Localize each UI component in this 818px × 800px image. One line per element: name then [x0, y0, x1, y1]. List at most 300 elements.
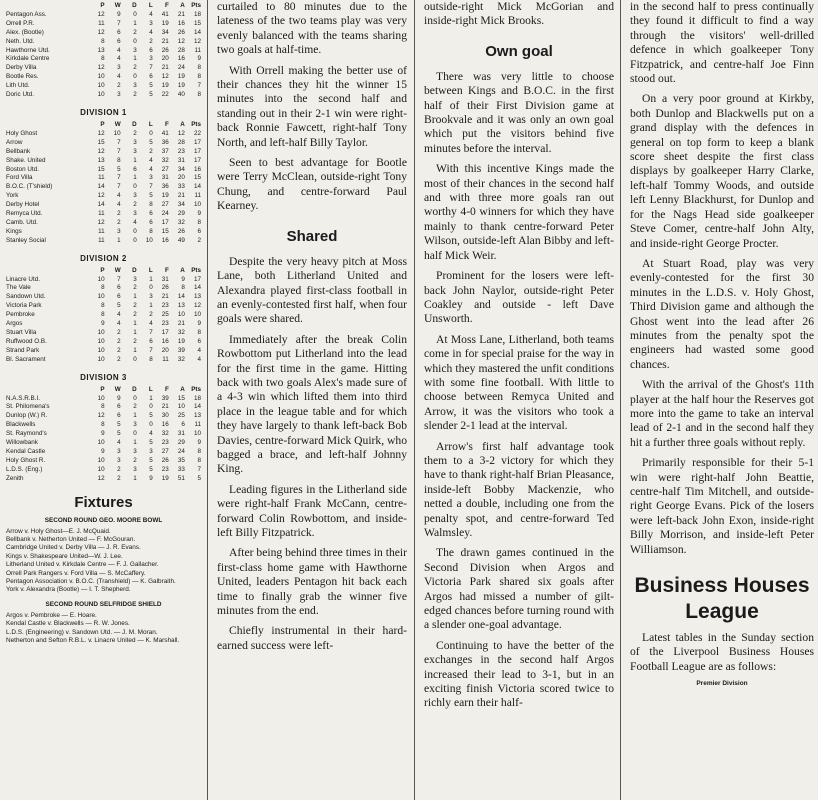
team-cell [6, 386, 89, 395]
team-cell: Remyca Utd. [6, 210, 43, 218]
table-header-row [6, 2, 201, 11]
stat-cell: F [164, 266, 169, 274]
team-cell: Victoria Park [6, 302, 42, 310]
paragraph: The drawn games continued in the Second Division when Argos and Victoria Park shared six goals after Argos had missed a number of gilt-edged chances before turning round with a slender one-goal advantage. [424, 546, 614, 632]
stat-cell: 0 [133, 355, 137, 363]
stat-cell: 21 [177, 192, 185, 200]
stat-cell: Pts [191, 385, 201, 393]
column-report-4 [624, 0, 818, 800]
table-row [6, 11, 201, 20]
stat-cell: 11 [98, 236, 105, 244]
stat-cell: A [180, 385, 185, 393]
stat-cell: Pts [191, 120, 201, 128]
stat-cell: 12 [97, 412, 105, 420]
paragraph: Despite the very heavy pitch at Moss Lane, both Litherland United and Alexandra played first-class football in an evenly-contested first half, when four goals were shared. [217, 254, 407, 326]
paragraph: With this incentive Kings made the most of their chances in the second half and with three more goals ran out worthy 4-0 winners for which they have mainly to thank centre-forward Peter Wilson, outside-left Alan Bibby and left-half Mick Weir. [424, 162, 614, 262]
stat-cell: 25 [161, 311, 169, 319]
team-cell: Bellbank [6, 147, 31, 155]
table-row [6, 457, 201, 466]
stat-cell: 8 [197, 64, 201, 72]
table-header-row [6, 121, 201, 130]
table-row [6, 219, 201, 228]
team-cell: Pentagon Ass. [6, 10, 47, 18]
paragraph: At Moss Lane, Litherland, both teams come in for special praise for the way in which they mastered the unfit conditions with some fine football. With little to choose between Remyca United and Arrow, it was the visitors who took a slender 2-1 lead at the interval. [424, 332, 614, 433]
table-row [6, 91, 201, 100]
stat-cell: 19 [177, 82, 185, 90]
stat-cell: 23 [161, 320, 169, 328]
stat-cell: 12 [193, 37, 201, 45]
team-cell: Orrell P.R. [6, 19, 35, 27]
stat-cell: 0 [133, 73, 137, 81]
stat-cell: 14 [193, 284, 201, 292]
division-3-heading: DIVISION 3 [80, 372, 127, 382]
stat-cell: Pts [191, 266, 201, 274]
stat-cell: 10 [97, 82, 105, 90]
team-cell: Linacre Utd. [6, 275, 40, 283]
stat-cell: 23 [161, 302, 169, 310]
paragraph: Leading figures in the Litherland side were right-half Frank McCann, centre-forward Colin Rowbottom, and inside-left Billy Fitzpatrick. [217, 482, 407, 539]
stat-cell: 1 [133, 174, 137, 182]
stat-cell: W [114, 120, 121, 128]
stat-cell: 2 [133, 403, 137, 411]
stat-cell: 10 [97, 439, 105, 447]
stat-cell: 14 [193, 28, 201, 36]
team-cell: Holy Ghost [6, 129, 38, 137]
stat-cell: 2 [133, 302, 137, 310]
stat-cell: 16 [161, 421, 169, 429]
stat-cell: 2 [133, 91, 137, 99]
stat-cell: D [132, 120, 137, 128]
stat-cell: 0 [133, 394, 137, 402]
table-row [6, 284, 201, 293]
stat-cell: 19 [177, 73, 185, 81]
stat-cell: 13 [97, 156, 105, 164]
stat-cell: 34 [177, 201, 185, 209]
fixture-item: Cambridge United v. Derby Villa — J. R. Evans. [6, 544, 141, 552]
stat-cell: 9 [101, 320, 105, 328]
table-row [6, 276, 201, 285]
stat-cell: 2 [117, 82, 121, 90]
stat-cell: 17 [193, 147, 201, 155]
team-cell: Derby Villa [6, 64, 37, 72]
table-row [6, 183, 201, 192]
team-cell: Hawthorne Utd. [6, 46, 50, 54]
table-row [6, 29, 201, 38]
table-row [6, 356, 201, 365]
stat-cell: 23 [161, 439, 169, 447]
stat-cell: 6 [133, 165, 137, 173]
stat-cell: 1 [133, 329, 137, 336]
fixtures-round-2-list [6, 612, 201, 646]
stat-cell: L [148, 266, 153, 274]
stat-cell: 3 [149, 293, 153, 301]
stat-cell: 4 [117, 320, 121, 328]
stat-cell: 10 [145, 236, 153, 244]
team-cell: Pembroke [6, 311, 35, 319]
stat-cell: 8 [101, 55, 105, 63]
paragraph: curtailed to 80 minutes due to the lateness of the two teams play was very evenly balanced with the teams sharing two goals at half-time. [217, 0, 407, 57]
stat-cell: 6 [117, 28, 121, 36]
stat-cell: 19 [177, 337, 185, 345]
stat-cell: 2 [149, 147, 153, 155]
stat-cell: 2 [133, 284, 137, 292]
stat-cell: 27 [161, 201, 169, 209]
division-1-heading: DIVISION 1 [80, 107, 127, 117]
table-row [6, 55, 201, 64]
stat-cell: 28 [177, 138, 185, 146]
stat-cell: 1 [149, 302, 153, 310]
stat-cell: 6 [197, 337, 201, 345]
stat-cell: 6 [149, 210, 153, 218]
stat-cell: 32 [177, 355, 185, 363]
fixture-item: York v. Alexandra (Bootle) — I. T. Shepherd. [6, 586, 131, 594]
stat-cell: 12 [97, 28, 105, 36]
stat-cell: 18 [193, 394, 201, 402]
stat-cell: 6 [149, 46, 153, 54]
stat-cell: 19 [161, 82, 169, 90]
stat-cell: 6 [149, 73, 153, 81]
stat-cell: 6 [117, 284, 121, 292]
stat-cell: 9 [101, 430, 105, 438]
table-row [6, 302, 201, 311]
column-rule [207, 0, 208, 800]
stat-cell: 5 [149, 82, 153, 90]
fixture-item: Kendal Castle v. Blackwells — R. W. Jones. [6, 620, 130, 628]
table-row [6, 347, 201, 356]
stat-cell: 10 [97, 337, 105, 345]
stat-cell: D [132, 385, 137, 393]
table-row [6, 38, 201, 47]
stat-cell: A [180, 120, 185, 128]
stat-cell: 31 [161, 275, 169, 283]
table-row [6, 430, 201, 439]
team-cell: Ruffwood O.B. [6, 337, 47, 345]
stat-cell: 10 [97, 91, 105, 99]
fixture-item: Kings v. Shakespeare United—W. J. Lee. [6, 552, 123, 560]
stat-cell: 4 [117, 73, 121, 81]
stat-cell: 28 [177, 46, 185, 54]
stat-cell: 7 [149, 329, 153, 336]
stat-cell: 26 [161, 456, 169, 464]
stat-cell: 6 [117, 403, 121, 411]
stat-cell: 1 [149, 275, 153, 283]
stat-cell: 1 [149, 394, 153, 402]
stat-cell: 8 [197, 456, 201, 464]
stat-cell: 6 [181, 421, 185, 429]
stat-cell: 27 [161, 165, 169, 173]
table-row [6, 421, 201, 430]
stat-cell: 26 [161, 46, 169, 54]
stat-cell: A [180, 266, 185, 274]
stat-cell: 5 [117, 430, 121, 438]
stat-cell: 10 [193, 201, 201, 209]
stat-cell: W [114, 2, 121, 9]
stat-cell: 32 [177, 218, 185, 226]
stat-cell: 3 [117, 64, 121, 72]
stat-cell: 8 [117, 156, 121, 164]
team-cell: Camb. Utd. [6, 218, 38, 226]
stat-cell: 1 [117, 236, 121, 244]
stat-cell: 4 [149, 10, 153, 18]
stat-cell: 24 [177, 64, 185, 72]
stat-cell: 21 [177, 320, 185, 328]
fixture-item: Pentagon Association v. B.O.C. (Transhield) — K. Galbraith. [6, 578, 176, 586]
team-cell: Boston Utd. [6, 165, 39, 173]
stat-cell: 2 [133, 311, 137, 319]
paragraph: With Orrell making the better use of their chances they hit the winner 15 minutes into the second half and standing out in their 2-1 win were right-back Ronnie Fawcett, right-half Tony North, and left-half Billy Taylor. [217, 63, 407, 149]
team-cell: B.O.C. (T'shield) [6, 183, 53, 191]
stat-cell: 3 [133, 275, 137, 283]
stat-cell: 3 [117, 447, 121, 455]
table-row [6, 338, 201, 347]
stat-cell: 3 [149, 55, 153, 63]
stat-cell: 10 [177, 311, 185, 319]
stat-cell: 2 [149, 37, 153, 45]
stat-cell: L [148, 120, 153, 128]
stat-cell: 29 [177, 439, 185, 447]
stat-cell: 11 [194, 192, 201, 200]
stat-cell: F [164, 385, 169, 393]
fixtures-round-2-heading: SECOND ROUND SELFRIDGE SHIELD [45, 600, 162, 608]
team-cell: York [6, 192, 19, 200]
division-2-heading: DIVISION 2 [80, 253, 127, 263]
stat-cell: 10 [97, 456, 105, 464]
team-cell: Willowbank [6, 439, 38, 447]
stat-cell: 2 [117, 474, 121, 482]
stat-cell: 7 [197, 465, 201, 473]
stat-cell: 5 [117, 302, 121, 310]
stat-cell: 0 [133, 227, 137, 235]
stat-cell: 37 [161, 147, 169, 155]
table-row [6, 210, 201, 219]
team-cell: The Vale [6, 284, 31, 292]
stat-cell: 7 [149, 346, 153, 354]
stat-cell: 4 [117, 55, 121, 63]
stat-cell: 3 [133, 421, 137, 429]
team-cell: Blackwells [6, 421, 36, 429]
paragraph: With the arrival of the Ghost's 11th player at the half hour the Reserves got more into the game to take an interval lead of 2-1 and in the second half they hit a further three goals without reply. [630, 378, 814, 449]
stat-cell: 34 [177, 165, 185, 173]
stat-cell: 3 [117, 456, 121, 464]
stat-cell: 14 [97, 183, 105, 191]
stat-cell: 20 [161, 346, 169, 354]
table-row [6, 157, 201, 166]
table-row [6, 201, 201, 210]
league-table-division-1 [6, 121, 201, 246]
stat-cell: 23 [161, 465, 169, 473]
stat-cell: 15 [193, 19, 201, 27]
stat-cell: 10 [97, 275, 105, 283]
stat-cell: P [100, 385, 105, 393]
stat-cell: 3 [133, 192, 137, 200]
league-table-division-3 [6, 386, 201, 484]
stat-cell: 10 [97, 394, 105, 402]
stat-cell: 33 [177, 465, 185, 473]
fixture-item: Orrell Park Rangers v. Ford Villa — S. McCaffery. [6, 569, 146, 577]
stat-cell: 1 [133, 320, 137, 328]
stat-cell: 15 [97, 138, 105, 146]
stat-cell: 15 [161, 227, 169, 235]
stat-cell: F [164, 120, 169, 128]
stat-cell: 21 [161, 293, 169, 301]
stat-cell: 2 [117, 218, 121, 226]
table-row [6, 228, 201, 237]
stat-cell: 39 [177, 346, 185, 354]
league-table-division-2 [6, 267, 201, 365]
stat-cell: 36 [161, 183, 169, 191]
section-heading-own-goal: Own goal [485, 42, 553, 60]
stat-cell: 11 [98, 19, 105, 27]
stat-cell: 0 [133, 236, 137, 244]
stat-cell: 2 [197, 236, 201, 244]
team-cell: Bl. Sacrament [6, 355, 46, 363]
stat-cell: 21 [161, 37, 169, 45]
table-row [6, 448, 201, 457]
stat-cell: 16 [161, 236, 169, 244]
stat-cell: 9 [181, 275, 185, 283]
stat-cell: 6 [117, 293, 121, 301]
table-row [6, 73, 201, 82]
stat-cell: 25 [177, 412, 185, 420]
subheading-premier-division: Premier Division [696, 680, 748, 688]
team-cell: Kirkdale Centre [6, 55, 50, 63]
team-cell: Argos [6, 320, 23, 328]
stat-cell: 9 [197, 439, 201, 447]
stat-cell: 12 [97, 218, 105, 226]
team-cell [6, 267, 89, 276]
stat-cell: F [164, 2, 169, 9]
stat-cell: 8 [101, 421, 105, 429]
paragraph: Continuing to have the better of the exchanges in the second half Argos increased their lead to 3-1, but in an exciting finish Victoria scored twice to richly earn their half- [424, 638, 614, 710]
stat-cell: 22 [193, 129, 201, 137]
table-row [6, 311, 201, 320]
stat-cell: L [148, 385, 153, 393]
stat-cell: 8 [101, 302, 105, 310]
stat-cell: 8 [101, 311, 105, 319]
stat-cell: 7 [149, 183, 153, 191]
table-row [6, 47, 201, 56]
stat-cell: 6 [117, 37, 121, 45]
stat-cell: 26 [161, 284, 169, 292]
stat-cell: 0 [149, 129, 153, 137]
team-cell: L.D.S. (Eng.) [6, 465, 43, 473]
paragraph: Primarily responsible for their 5-1 win were right-half John Beattie, centre-half Tim Mitchell, and outside-right George Evans. Pick of the losers were left-back John Exon, inside-right Billy Morrison, and inside-left Peter Williamson. [630, 456, 814, 556]
stat-cell: 8 [149, 201, 153, 209]
paragraph: outside-right Mick McGorian and inside-right Mick Brooks. [424, 0, 614, 28]
table-row [6, 395, 201, 404]
stat-cell: 2 [133, 129, 137, 137]
paragraph: Seen to best advantage for Bootle were Terry McClean, outside-right Tony Chung, and centre-forward Paul Kearney. [217, 156, 407, 213]
stat-cell: 21 [161, 403, 169, 411]
stat-cell: 33 [177, 183, 185, 191]
stat-cell: 4 [149, 165, 153, 173]
fixtures-round-1-list [6, 528, 201, 595]
stat-cell: 5 [197, 474, 201, 482]
stat-cell: D [132, 2, 137, 9]
stat-cell: 24 [177, 447, 185, 455]
stat-cell: 11 [194, 421, 201, 429]
stat-cell: 4 [117, 439, 121, 447]
stat-cell: 7 [149, 64, 153, 72]
stat-cell: 39 [161, 394, 169, 402]
stat-cell: 36 [161, 138, 169, 146]
stat-cell: 35 [177, 456, 185, 464]
fixture-item: Arrow v. Holy Ghost—E. J. McQuaid. [6, 527, 111, 535]
stat-cell: 14 [97, 201, 105, 209]
stat-cell: 14 [193, 403, 201, 411]
paragraph: Chiefly instrumental in their hard-earned success were left- [217, 624, 407, 652]
stat-cell: 10 [193, 311, 201, 319]
stat-cell: 5 [149, 138, 153, 146]
team-cell: Stanley Social [6, 236, 46, 244]
stat-cell: 15 [193, 174, 201, 182]
stat-cell: 9 [117, 10, 121, 18]
stat-cell: 15 [177, 394, 185, 402]
stat-cell: 2 [133, 28, 137, 36]
fixture-item: Litherland United v. Kirkdale Centre — F. J. Gallacher. [6, 561, 159, 569]
table-row [6, 64, 201, 73]
stat-cell: 8 [181, 284, 185, 292]
stat-cell: 10 [97, 329, 105, 336]
stat-cell: 4 [149, 28, 153, 36]
stat-cell: L [148, 2, 153, 9]
stat-cell: 31 [177, 430, 185, 438]
table-row [6, 192, 201, 201]
stat-cell: 41 [161, 10, 169, 18]
stat-cell: 26 [177, 227, 185, 235]
stat-cell: 31 [161, 174, 169, 182]
stat-cell: 3 [133, 210, 137, 218]
stat-cell: 12 [161, 73, 169, 81]
stat-cell: 17 [161, 329, 169, 336]
stat-cell: P [100, 2, 105, 9]
stat-cell: 8 [197, 447, 201, 455]
stat-cell: 30 [161, 412, 169, 420]
stat-cell: 19 [161, 474, 169, 482]
paragraph: After being behind three times in their first-class home game with Hawthorne United, leaders Pentagon hit back each time to finally grab the winner five minutes from the end. [217, 546, 407, 618]
team-cell: Neth. Utd. [6, 37, 35, 45]
stat-cell: Pts [191, 2, 201, 9]
stat-cell: 29 [177, 210, 185, 218]
stat-cell: 5 [117, 421, 121, 429]
stat-cell: P [100, 120, 105, 128]
stat-cell: 2 [117, 329, 121, 336]
stat-cell: 2 [133, 456, 137, 464]
stat-cell: 8 [197, 218, 201, 226]
stat-cell: 11 [162, 355, 169, 363]
stat-cell: 12 [97, 10, 105, 18]
paragraph: Immediately after the break Colin Rowbottom put Litherland into the lead for the first time in the game. Hitting back with two goals Alex's made sure of a 4-3 win which lifted them into third place in the league table and for which they have largely to thank left-back Bob Davies, centre-forward Mick Quirk, who bagged a brace, and left-half Johnny King. [217, 332, 407, 476]
table-row [6, 293, 201, 302]
stat-cell: 32 [161, 430, 169, 438]
stat-cell: 13 [193, 412, 201, 420]
stat-cell: 0 [133, 10, 137, 18]
stat-cell: 16 [161, 337, 169, 345]
stat-cell: 6 [197, 227, 201, 235]
stat-cell: 2 [117, 346, 121, 354]
stat-cell: 8 [197, 329, 201, 336]
fixtures-heading: Fixtures [74, 493, 133, 511]
stat-cell: 10 [97, 346, 105, 354]
stat-cell: 17 [193, 275, 201, 283]
stat-cell: 3 [149, 174, 153, 182]
stat-cell: 10 [97, 355, 105, 363]
stat-cell: 6 [149, 218, 153, 226]
stat-cell: 7 [197, 82, 201, 90]
table-header-row [6, 386, 201, 395]
stat-cell: 21 [177, 10, 185, 18]
stat-cell: 1 [133, 55, 137, 63]
